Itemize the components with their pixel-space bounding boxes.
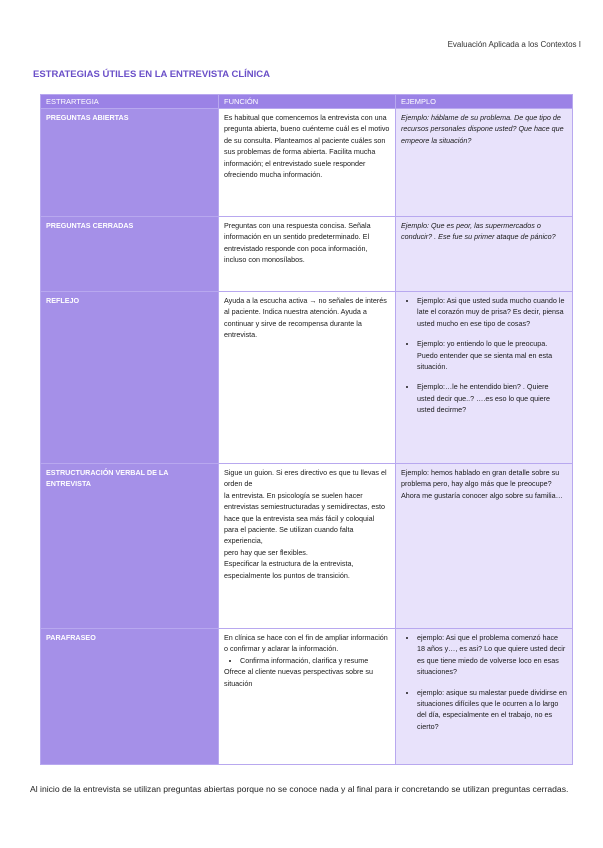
list-item: • Confirma información, clarifica y resume <box>240 655 390 666</box>
strategies-table <box>40 94 573 765</box>
table-row <box>41 109 573 217</box>
table-row <box>41 629 573 765</box>
table-row <box>41 292 573 464</box>
strategy-name: PREGUNTAS CERRADAS <box>41 217 219 292</box>
table-header-row <box>41 95 573 109</box>
strategy-name: PARAFRASEO <box>41 629 219 765</box>
strategy-name: ESTRUCTURACIÓN VERBAL DE LA ENTREVISTA <box>41 464 219 629</box>
strategy-function: Es habitual que comencemos la entrevista con una pregunta abierta, bueno cuénteme cuál es el motivo de su consulta. Planteamos al paciente cuáles son sus problemas de forma abierta. Facilita mucha información; el entrevistado suele responder ofreciendo mucha información. <box>219 109 396 217</box>
column-header-example: EJEMPLO <box>396 95 573 109</box>
document-header: Evaluación Aplicada a los Contextos I <box>447 40 581 49</box>
list-item: • Ejemplo: Asi que usted suda mucho cuando le late el corazón muy de prisa? Es decir, piensa usted mucho en ese tipo de cosas? <box>417 295 567 329</box>
strategy-name: PREGUNTAS ABIERTAS <box>41 109 219 217</box>
function-text: Sigue un guion. Si eres directivo es que tu llevas el orden de la entrevista. En psicología se suelen hacer entrevistas semiestructuradas y semidirectas, esto hace que la entrevista sea más fácil y coloquial para el paciente. Se utilizan cuando falta experiencia, pero hay que ser flexibles. Especificar la estructura de la entrevista, especialmente los puntos de transición. <box>224 468 387 580</box>
function-outro: Ofrece al cliente nuevas perspectivas sobre su situación <box>224 667 374 688</box>
column-header-function: FUNCIÓN <box>219 95 396 109</box>
strategy-function: Ayuda a la escucha activa → no señales de interés al paciente. Indica nuestra atención. Ayuda a continuar y sirve de recompensa durante la entrevista. <box>219 292 396 464</box>
list-item: • Ejemplo:…le he entendido bien? . Quiere usted decir que..? ….es eso lo que quiere usted decirme? <box>417 381 567 415</box>
example-list <box>401 632 567 732</box>
column-header-strategy: ESTRARTEGIA <box>41 95 219 109</box>
page-title: ESTRATEGIAS ÚTILES EN LA ENTREVISTA CLÍNICA <box>33 69 270 80</box>
list-item: • ejemplo: asique su malestar puede dividirse en situaciones difíciles que le ocurren a lo largo del día, especialmente en el trabajo, no es cierto? <box>417 687 567 733</box>
strategy-example: Ejemplo: Que es peor, las supermercados o conducir? . Ese fue su primer ataque de pánico? <box>396 217 573 292</box>
strategy-example: Ejemplo: háblame de su problema. De que tipo de recursos personales dispone usted? Que hace que empeore la situación? <box>396 109 573 217</box>
example-text: Ejemplo: hemos hablado en gran detalle sobre su problema pero, hay algo más que le preocupe? Ahora me gustaría conocer algo sobre su familia… <box>401 468 563 500</box>
function-intro: En clínica se hace con el fin de ampliar información o confirmar y aclarar la información. <box>224 633 388 654</box>
strategy-function <box>219 629 396 765</box>
strategy-example <box>396 292 573 464</box>
footer-paragraph: Al inicio de la entrevista se utilizan preguntas abiertas porque no se conoce nada y al final para ir concretando se utilizan preguntas cerradas. <box>30 784 569 794</box>
strategy-example <box>396 629 573 765</box>
strategy-function <box>219 464 396 629</box>
example-list <box>401 295 567 416</box>
table-row <box>41 217 573 292</box>
strategy-example <box>396 464 573 629</box>
table-row <box>41 464 573 629</box>
strategy-name: REFLEJO <box>41 292 219 464</box>
list-item: • Ejemplo: yo entiendo lo que le preocupa. Puedo entender que se sienta mal en esta situación. <box>417 338 567 372</box>
strategy-function: Preguntas con una respuesta concisa. Señala información en un sentido predeterminado. El entrevistado responde con poca información, incluso con monosílabos. <box>219 217 396 292</box>
list-item: • ejemplo: Asi que el problema comenzó hace 18 años y…, es asi? Lo que quiere usted decir es que tiene miedo de volverse loco en esas situaciones? <box>417 632 567 678</box>
function-bullets <box>224 655 390 666</box>
